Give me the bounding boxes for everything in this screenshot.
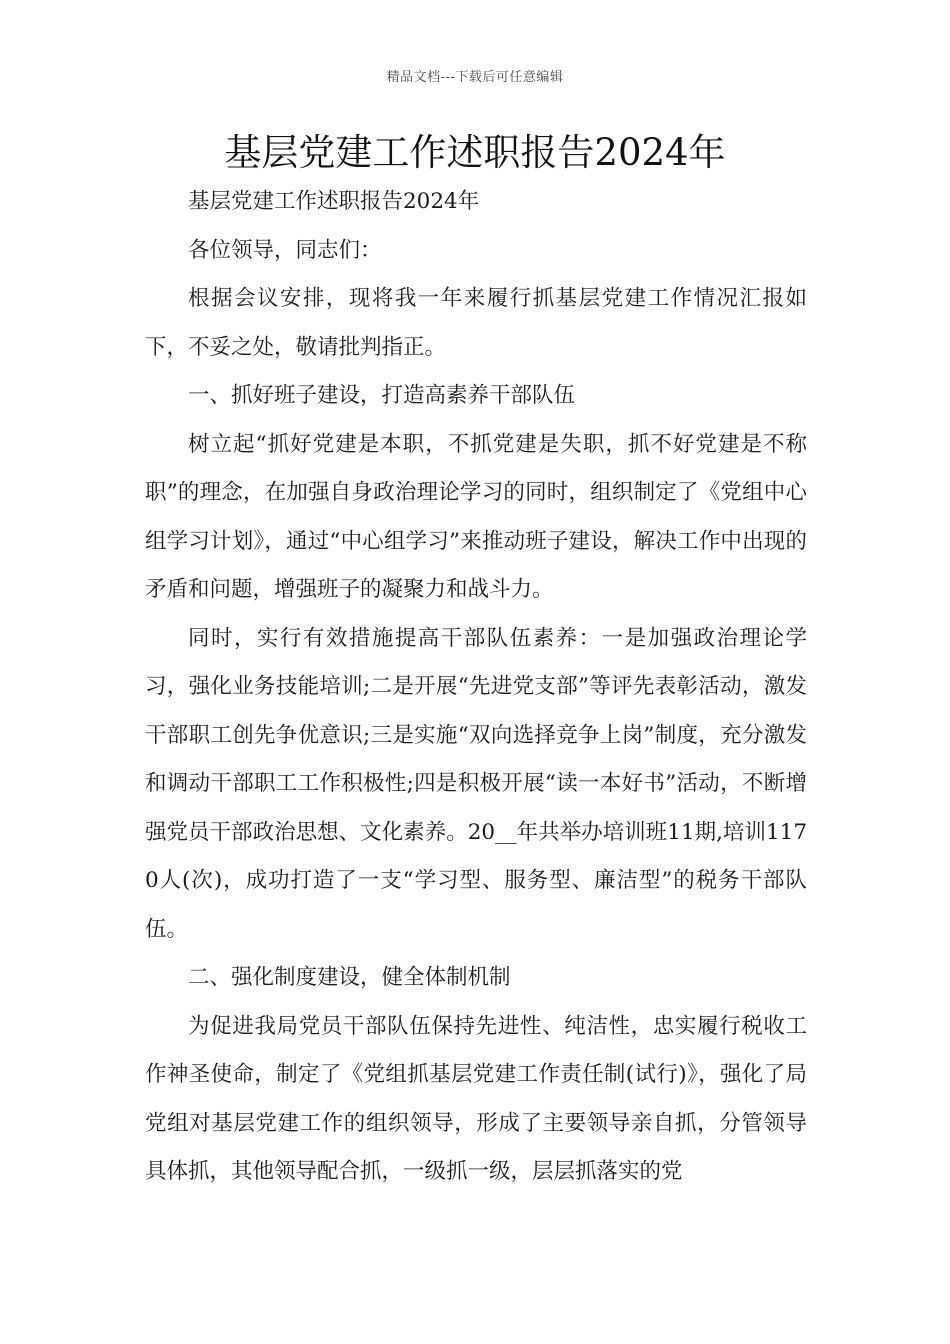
paragraph-salutation: 各位领导，同志们： [188,237,382,263]
document-body [145,178,807,1197]
paragraph-section1-body: 树立起“抓好党建是本职，不抓党建是失职，抓不好党建是不称职”的理念，在加强自身政治理论学习的同时，组织制定了《党组中心组学习计划》，通过“中心组学习”来推动班子建设，解决工作中出现的矛盾和问题，增强班子的凝聚力和战斗力。 [145,431,807,602]
section-heading-2: 二、强化制度建设，健全体制机制 [188,965,511,990]
paragraph-section2-body: 为促进我局党员干部队伍保持先进性、纯洁性，忠实履行税收工作神圣使命，制定了《党组抓基层党建工作责任制(试行)》，强化了局党组对基层党建工作的组织领导，形成了主要领导亲自抓，分管领导具体抓，其他领导配合抓，一级抓一级，层层抓落实的党 [145,1013,807,1184]
paragraph-section1-measures: 同时，实行有效措施提高干部队伍素养：一是加强政治理论学习，强化业务技能培训;二是开展“先进党支部”等评先表彰活动，激发干部职工创先争优意识;三是实施“双向选择竞争上岗”制度，充分激发和调动干部职工工作积极性;四是积极开展“读一本好书”活动，不断增强党员干部政治思想、文化素养。20__年共举办培训班11期,培训1170人(次)，成功打造了一支“学习型、服务型、廉洁型”的税务干部队伍。 [145,625,807,942]
paragraph-intro: 根据会议安排，现将我一年来履行抓基层党建工作情况汇报如下，不妥之处，敬请批判指正。 [145,286,807,360]
paragraph-subtitle: 基层党建工作述职报告2024年 [188,189,480,214]
section-heading-1: 一、抓好班子建设，打造高素养干部队伍 [188,383,576,408]
header-note: 精品文档---下载后可任意编辑 [386,70,564,85]
document-title: 基层党建工作述职报告2024年 [224,131,726,174]
